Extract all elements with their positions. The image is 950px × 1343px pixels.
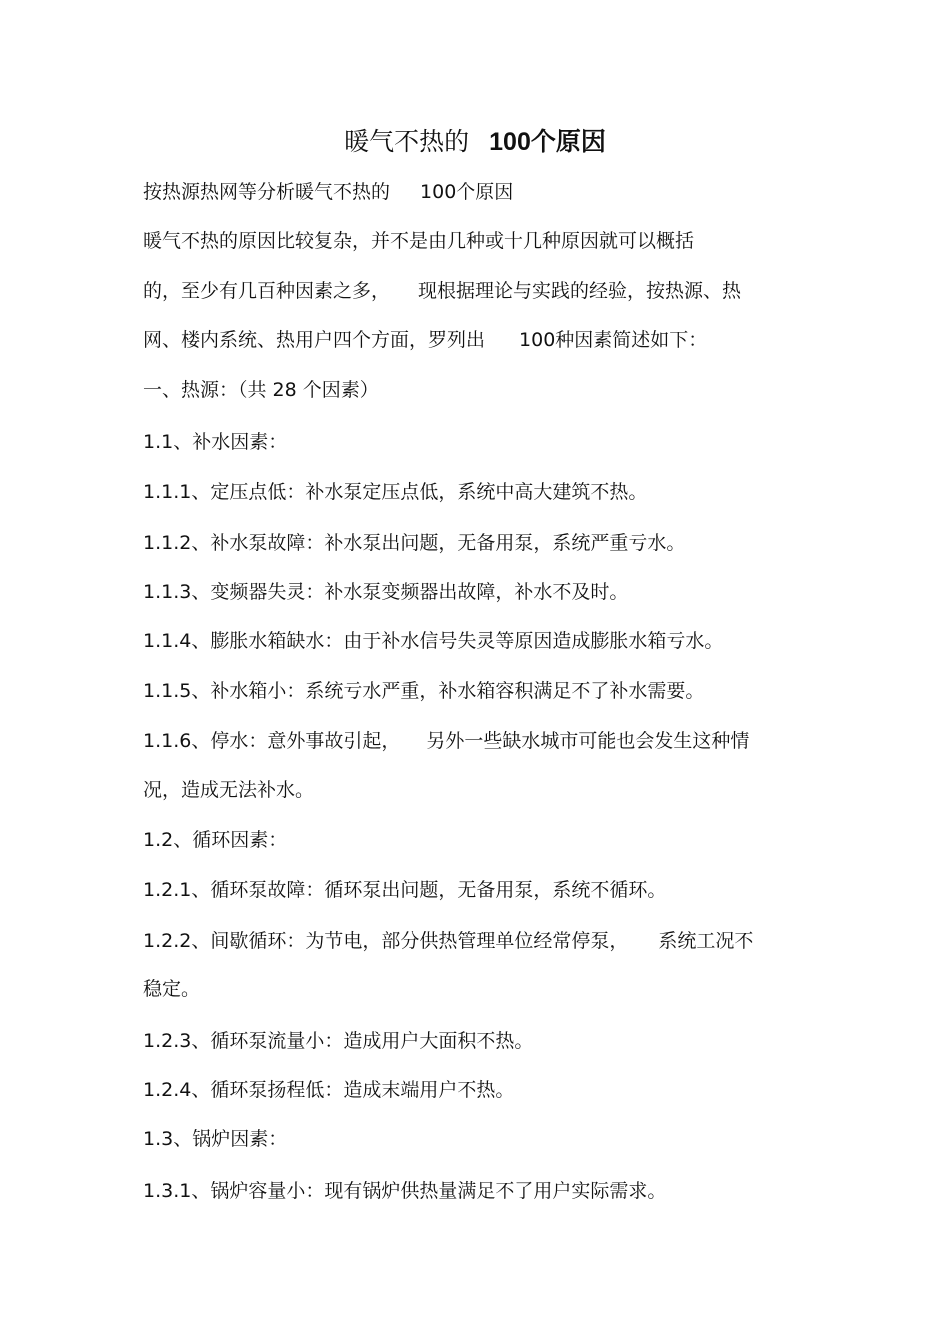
item-1-1-4: 1.1.4、膨胀水箱缺水：由于补水信号失灵等原因造成膨胀水箱亏水。 [143, 630, 724, 652]
item-1-1-2: 1.1.2、补水泵故障：补水泵出问题，无备用泵，系统严重亏水。 [143, 532, 686, 554]
intro-line-3-part-a: 网、楼内系统、热用户四个方面，罗列出 [143, 329, 486, 351]
item-1-2-1: 1.2.1、循环泵故障：循环泵出问题，无备用泵，系统不循环。 [143, 879, 667, 901]
item-1-2-3: 1.2.3、循环泵流量小：造成用户大面积不热。 [143, 1030, 534, 1052]
subsection-heading-1-3: 1.3、锅炉因素： [143, 1128, 288, 1150]
item-1-3-1: 1.3.1、锅炉容量小：现有锅炉供热量满足不了用户实际需求。 [143, 1180, 667, 1202]
intro-paragraph-line-2 [143, 277, 741, 305]
item-1-1-3: 1.1.3、变频器失灵：补水泵变频器出故障，补水不及时。 [143, 581, 629, 603]
title-number: 100个原因 [489, 128, 606, 156]
section-heading-1: 一、热源：（共 28 个因素） [143, 379, 379, 401]
item-1-1-5: 1.1.5、补水箱小：系统亏水严重，补水箱容积满足不了补水需要。 [143, 680, 705, 702]
subtitle-line [143, 178, 513, 206]
subtitle-text: 按热源热网等分析暖气不热的 [143, 181, 391, 203]
item-1-1-6-part-a: 1.1.6、停水：意外事故引起， [143, 730, 401, 752]
intro-paragraph-line-3 [143, 326, 707, 354]
intro-line-2-part-a: 的，至少有几百种因素之多， [143, 280, 391, 302]
document-title [0, 124, 950, 160]
intro-line-2-part-b: 现根据理论与实践的经验，按热源、热 [418, 280, 742, 302]
item-1-2-2-part-a: 1.2.2、间歇循环：为节电，部分供热管理单位经常停泵， [143, 930, 629, 952]
intro-paragraph-line-1: 暖气不热的原因比较复杂，并不是由几种或十几种原因就可以概括 [143, 230, 695, 252]
item-1-1-6-continuation: 况，造成无法补水。 [143, 779, 315, 801]
intro-line-3-part-b: 100种因素简述如下： [519, 329, 708, 351]
item-1-1-6 [143, 727, 749, 755]
item-1-1-6-part-b: 另外一些缺水城市可能也会发生这种情 [426, 730, 750, 752]
subsection-heading-1-2: 1.2、循环因素： [143, 829, 288, 851]
item-1-2-2-part-b: 系统工况不 [658, 930, 754, 952]
title-text: 暖气不热的 [344, 127, 470, 156]
item-1-1-1: 1.1.1、定压点低：补水泵定压点低，系统中高大建筑不热。 [143, 481, 648, 503]
subtitle-number: 100个原因 [420, 181, 514, 203]
subsection-heading-1-1: 1.1、补水因素： [143, 431, 288, 453]
item-1-2-4: 1.2.4、循环泵扬程低：造成末端用户不热。 [143, 1079, 515, 1101]
item-1-2-2-continuation: 稳定。 [143, 978, 201, 1000]
item-1-2-2 [143, 927, 753, 955]
